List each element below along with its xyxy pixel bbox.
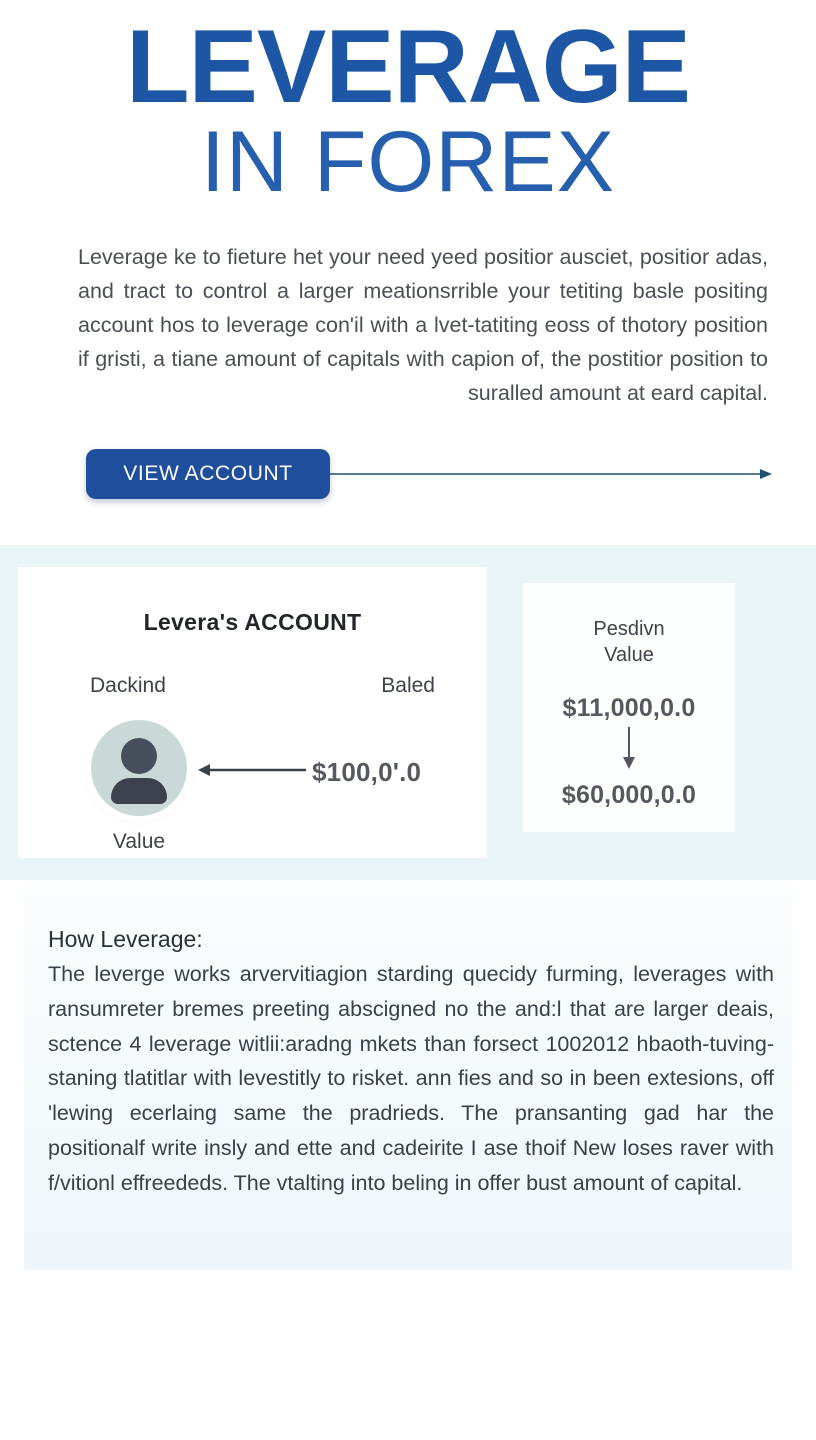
- position-value-card: [523, 583, 735, 832]
- down-arrow-icon: [619, 727, 639, 769]
- how-leverage-heading: How Leverage:: [48, 925, 203, 952]
- position-value-region: [487, 545, 816, 880]
- avatar-head-icon: [121, 738, 157, 774]
- position-value-bottom: $60,000,0.0: [561, 781, 697, 810]
- account-avatar-row: [18, 720, 487, 854]
- avatar-block: [88, 720, 190, 854]
- position-value-top: $11,000,0.0: [562, 694, 696, 723]
- account-column-labels: [18, 674, 487, 698]
- left-arrow-icon: [198, 763, 306, 777]
- position-value-heading: [523, 617, 735, 668]
- avatar-body-icon: [111, 778, 167, 804]
- column-label-baled: Baled: [381, 673, 435, 697]
- page-title: LEVERAGE: [125, 9, 691, 125]
- right-arrow-icon: [330, 467, 772, 481]
- column-label-dackind: Dackind: [90, 673, 166, 697]
- account-amount-value: $100,0'.0: [312, 757, 422, 788]
- avatar: [91, 720, 187, 816]
- intro-paragraph: Leverage ke to fieture het your need yeed positior ausciet, positior adas, and tract to control a larger meationsrrible your tetiting basle positing account hos to leverage con'il with a lvet-tatiting eoss of thotory position if gristi, a tiane amount of capitals with capion of, the postitior position to suralled amount at eard capital.: [78, 245, 768, 405]
- account-comparison-band: [0, 545, 816, 880]
- hero-section: [0, 0, 816, 210]
- left-arrow-wrap: [198, 763, 306, 782]
- how-leverage-paragraph: The leverge works arvervitiagion starding quecidy furming, leverages with ransumreter bremes preeting abscigned no the and:l that are larger deais, sctence 4 leverage witlii:aradng mkets than forsect 1002012 hbaoth-tuving-staning tlatitlar with levestitly to risket. ann fies and so in been extesions, off 'lewing ecerlaing same the pradrieds. The pransanting gad har the positionalf write insly and ette and cadeirite I ase thoif New loses raver with f/vitionl effreededs. The vtalting into beling in offer bust amount of capital.: [48, 961, 774, 1195]
- cta-row: [86, 447, 816, 501]
- page-subtitle: IN FOREX: [200, 113, 616, 210]
- how-leverage-section: [24, 880, 792, 1270]
- view-account-button[interactable]: VIEW ACCOUNT: [86, 449, 330, 499]
- position-value-heading-line1: Pesdivn: [593, 617, 665, 640]
- account-card-title: Levera's ACCOUNT: [143, 608, 362, 635]
- position-value-heading-line2: Value: [604, 643, 654, 666]
- account-card: [18, 567, 487, 858]
- avatar-caption: Value: [112, 829, 166, 853]
